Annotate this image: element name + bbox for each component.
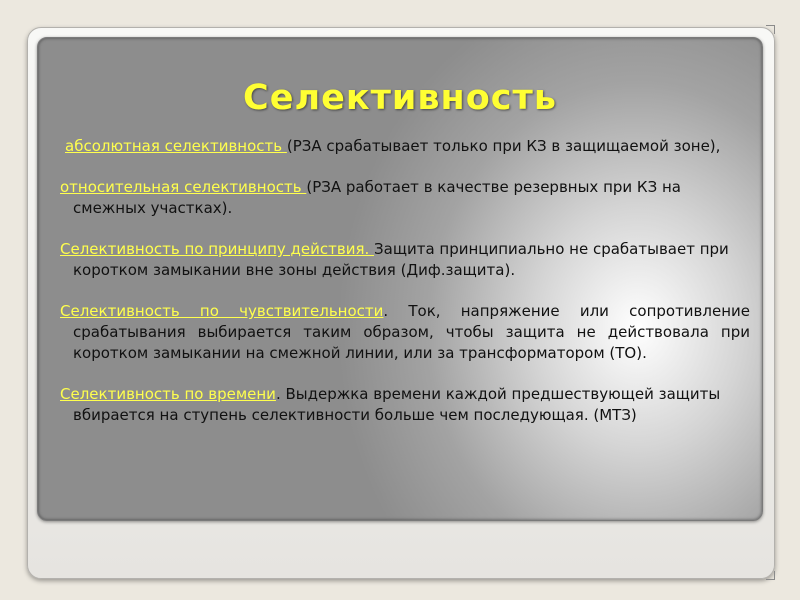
term-time-selectivity: Селективность по времени	[60, 385, 276, 403]
term-sensitivity-selectivity: Селективность по чувствительности	[60, 302, 384, 320]
item-text: (РЗА срабатывает только при КЗ в защищаемой зоне),	[286, 137, 721, 155]
list-item	[60, 301, 750, 364]
item-text: Защита принципиально не срабатывает при коротком замыкании вне зоны действия (Диф.защита).	[73, 240, 729, 279]
slide-footer-area	[27, 535, 773, 573]
item-text: (РЗА работает в качестве резервных при КЗ на смежных участках).	[73, 178, 681, 217]
term-absolute-selectivity: абсолютная селективность	[65, 137, 287, 155]
list-item	[60, 239, 750, 281]
item-text: . Выдержка времени каждой предшествующей защиты вбирается на ступень селективности больше чем последующая. (МТЗ)	[73, 385, 721, 424]
term-principle-selectivity: Селективность по принципу действия.	[60, 240, 375, 258]
slide-title: Селективность	[243, 78, 557, 118]
term-relative-selectivity: относительная селективность	[60, 178, 307, 196]
corner-mark-bottom-right	[766, 571, 775, 580]
list-item	[60, 136, 750, 157]
item-text: . Ток, напряжение или сопротивление срабатывания выбирается таким образом, чтобы защита не действовала при коротком замыкании на смежной линии, или за трансформатором (ТО).	[73, 302, 750, 362]
bullet-list	[60, 136, 750, 446]
list-item	[60, 177, 750, 219]
list-item	[60, 384, 750, 426]
corner-mark-top-right	[766, 25, 775, 34]
